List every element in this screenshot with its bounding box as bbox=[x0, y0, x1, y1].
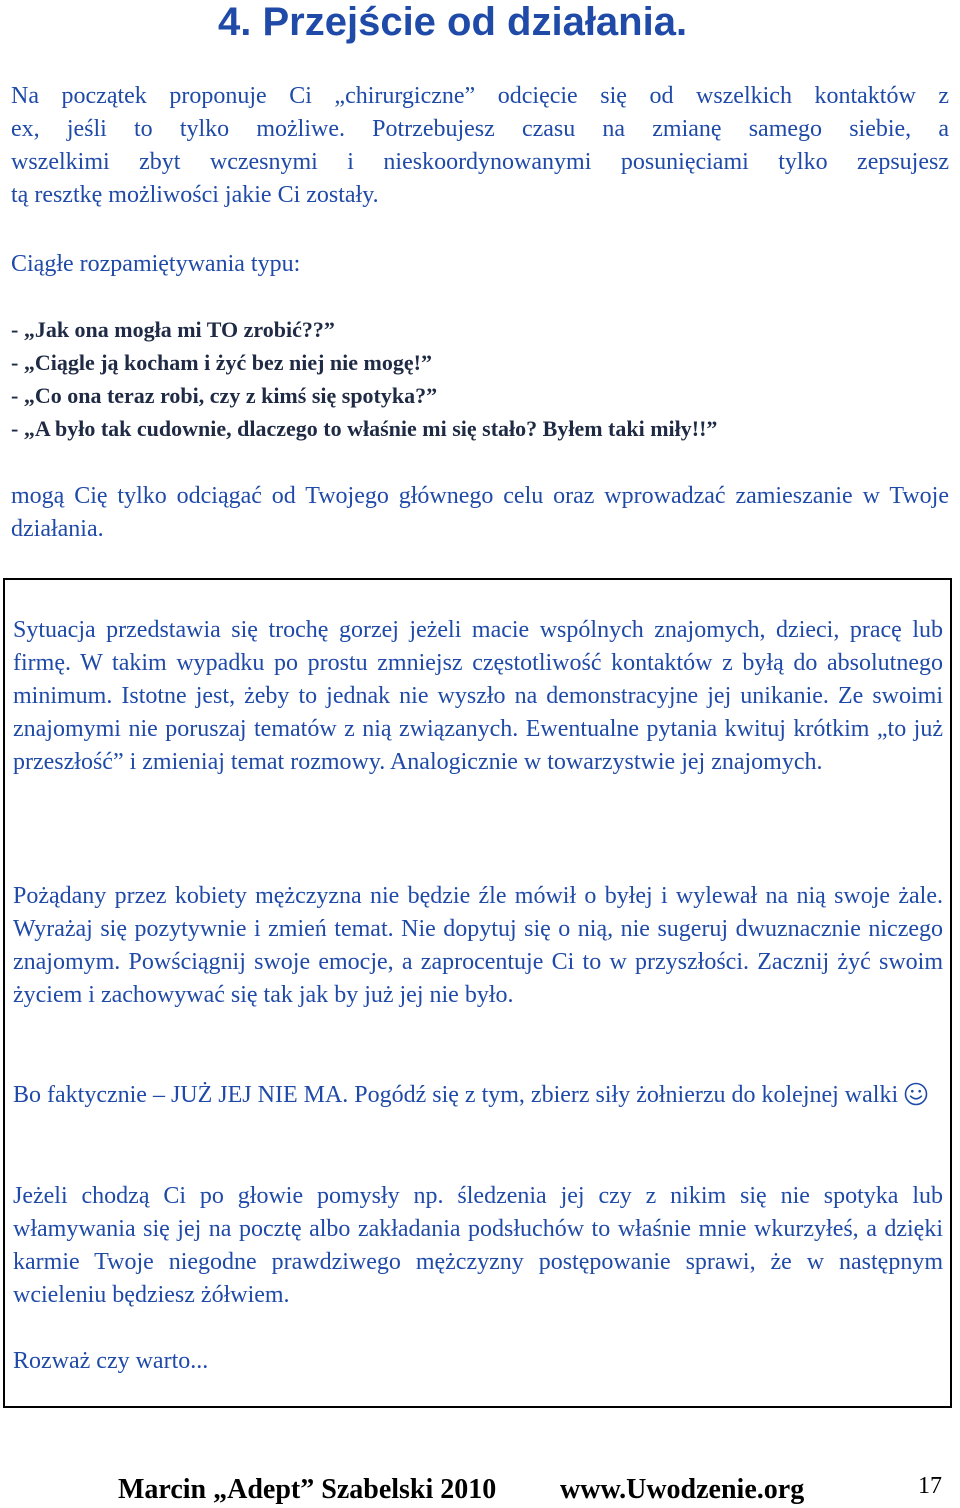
intro-line: tą resztkę możliwości jakie Ci zostały. bbox=[11, 182, 379, 208]
advice-box bbox=[3, 578, 952, 1408]
quote-list bbox=[11, 313, 949, 445]
box-paragraph-desired-man: Pożądany przez kobiety mężczyzna nie będzie źle mówił o byłej i wylewał na nią swoje żale. Wyrażaj się pozytywnie i zmień temat. Nie dopytuj się o nią, nie sugeruj dwuznacznie niczego znajomym. Powściągnij swoje emocje, a zaprocentuje Ci to w przyszłości. Zacznij żyć swoim życiem i zachowywać się tak jak by już jej nie było. bbox=[13, 883, 943, 1008]
consequence-paragraph bbox=[11, 480, 949, 546]
intro-line: ex, jeśli to tylko możliwe. Potrzebujesz czasu na zmianę samego siebie, a bbox=[11, 116, 949, 142]
consequence-text: mogą Cię tylko odciągać od Twojego głównego celu oraz wprowadzać zamieszanie w Twoje działania. bbox=[11, 483, 949, 542]
quote-item: - „A było tak cudownie, dlaczego to właśnie mi się stało? Byłem taki miły!!” bbox=[11, 416, 718, 441]
box-paragraph-she-is-gone-text: Bo faktycznie – JUŻ JEJ NIE MA. Pogódź się z tym, zbierz siły żołnierzu do kolejnej walki bbox=[13, 1082, 899, 1108]
box-paragraph-stalking: Jeżeli chodzą Ci po głowie pomysły np. śledzenia jej czy z nikim się nie spotyka lub włamywania się jej na pocztę albo zakładania podsłuchów to właśnie mnie wkurzyłeś, a dzięki karmie Twoje niegodne prawdziwego mężczyzny postępowanie sprawi, że w następnym wcieleniu będziesz żółwiem. bbox=[13, 1183, 943, 1308]
page-number: 17 bbox=[918, 1473, 942, 1499]
quote-item: - „Co ona teraz robi, czy z kimś się spotyka?” bbox=[11, 383, 438, 408]
box-paragraph-she-is-gone bbox=[13, 1079, 943, 1112]
smiley-face-icon bbox=[904, 1082, 928, 1106]
box-paragraph-consider: Rozważ czy warto... bbox=[13, 1348, 209, 1374]
page-title: 4. Przejście od działania. bbox=[218, 0, 688, 44]
intro-line: wszelkimi zbyt wczesnymi i nieskoordynowanymi posunięciami tylko zepsujesz bbox=[11, 149, 949, 175]
intro-paragraph bbox=[11, 80, 949, 212]
footer-author: Marcin „Adept” Szabelski 2010 bbox=[118, 1474, 497, 1505]
footer-website: www.Uwodzenie.org bbox=[560, 1474, 805, 1505]
page-footer bbox=[0, 1472, 960, 1508]
intro-line: Na początek proponuje Ci „chirurgiczne” odcięcie się od wszelkich kontaktów z bbox=[11, 83, 949, 109]
box-paragraph-mutual-friends: Sytuacja przedstawia się trochę gorzej jeżeli macie wspólnych znajomych, dzieci, pracę lub firmę. W takim wypadku po prostu zmniejsz częstotliwość kontaktów z byłą do absolutnego minimum. Istotne jest, żeby to jednak nie wyszło na demonstracyjne jej unikanie. Ze swoimi znajomymi nie poruszaj tematów z nią związanych. Ewentualne pytania kwituj krótkim „to już przeszłość” i zmieniaj temat rozmowy. Analogicznie w towarzystwie jej znajomych. bbox=[13, 617, 943, 775]
quote-item: - „Jak ona mogła mi TO zrobić??” bbox=[11, 317, 335, 342]
rumination-intro bbox=[11, 248, 949, 281]
quote-item: - „Ciągle ją kocham i żyć bez niej nie mogę!” bbox=[11, 350, 432, 375]
rumination-intro-text: Ciągłe rozpamiętywania typu: bbox=[11, 251, 301, 277]
